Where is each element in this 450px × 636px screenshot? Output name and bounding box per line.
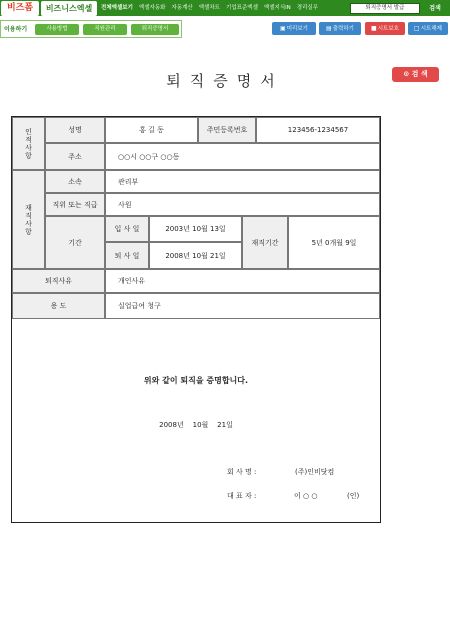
rrn-value[interactable]: 123456-1234567: [256, 117, 380, 143]
sheet-unprotect-button[interactable]: □시트해제: [408, 22, 448, 35]
purpose-label: 용 도: [12, 293, 105, 319]
leave-date-value[interactable]: 2008년 10월 21일: [149, 242, 242, 269]
certificate-document: [11, 116, 381, 523]
address-label: 주소: [45, 143, 105, 170]
how-to-use-button[interactable]: 사용방법: [35, 24, 79, 35]
company-value: (주)인비닷컴: [295, 468, 335, 476]
search-icon: ⊙: [403, 70, 412, 78]
usage-label: 이용하기: [4, 26, 28, 33]
certificate-button[interactable]: 퇴직증명서: [131, 24, 179, 35]
nav-item-auto-calc[interactable]: 자동계산: [171, 5, 193, 11]
bizform-logo[interactable]: 비즈폼: [1, 1, 39, 16]
address-value[interactable]: ○○시 ○○구 ○○동: [105, 143, 380, 170]
certificate-issue-field[interactable]: 퇴직증명서 발급: [350, 3, 420, 14]
search-button[interactable]: ⊙ 검 색: [392, 67, 439, 82]
main-nav: [98, 0, 321, 16]
nav-item-excel-knowledge[interactable]: 엑셀지식iN: [263, 5, 291, 11]
seal-mark: (인): [347, 492, 360, 500]
issue-date: 2008년 10월 21일: [159, 421, 233, 429]
name-label: 성명: [45, 117, 105, 143]
certification-statement: 위와 같이 퇴직을 증명합니다.: [143, 376, 249, 385]
nav-item-excel-automation[interactable]: 엑셀자동화: [138, 5, 166, 11]
ceo-value: 이 ○ ○: [294, 492, 318, 500]
personal-section-label: 인적사항: [12, 117, 45, 170]
print-icon: ▤: [326, 25, 332, 32]
nav-item-accounting[interactable]: 경리실무: [296, 5, 319, 11]
join-date-label: 입 사 일: [105, 216, 149, 242]
join-date-value[interactable]: 2003년 10월 13일: [149, 216, 242, 242]
reason-label: 퇴직사유: [12, 269, 105, 293]
employment-section-label: 재직사항: [12, 170, 45, 269]
company-label: 회 사 명 :: [227, 468, 257, 476]
print-button[interactable]: ▤출력하기: [319, 22, 361, 35]
nav-item-all-excel[interactable]: 전체엑셀보기: [101, 5, 133, 11]
ceo-label: 대 표 자 :: [227, 492, 257, 500]
employee-manage-button[interactable]: 직원관리: [83, 24, 127, 35]
top-search-button[interactable]: 검색: [429, 5, 441, 12]
tenure-label: 재직기간: [242, 216, 288, 269]
preview-icon: ▣: [280, 25, 286, 32]
leave-date-label: 퇴 사 일: [105, 242, 149, 269]
sheet-protect-button[interactable]: ■시트보호: [365, 22, 405, 35]
tenure-value[interactable]: 5년 0개월 9일: [288, 216, 380, 269]
department-value[interactable]: 관리부: [105, 170, 380, 193]
nav-item-excel-chart[interactable]: 엑셀차트: [198, 5, 220, 11]
unlock-icon: □: [414, 25, 420, 32]
department-label: 소속: [45, 170, 105, 193]
top-navigation-bar: [0, 0, 450, 16]
position-label: 직위 또는 직급: [45, 193, 105, 216]
position-value[interactable]: 사원: [105, 193, 380, 216]
usage-bar: [0, 20, 182, 38]
name-value[interactable]: 홍 길 동: [105, 117, 198, 143]
page-title: 퇴직증명서: [166, 72, 284, 90]
rrn-label: 주민등록번호: [198, 117, 256, 143]
business-excel-logo[interactable]: 비즈니스엑셀: [41, 1, 97, 16]
nav-item-standard-excel[interactable]: 기업표준엑셀: [226, 5, 258, 11]
purpose-value[interactable]: 실업급여 청구: [105, 293, 380, 319]
period-label: 기간: [45, 216, 105, 269]
reason-value[interactable]: 개인사유: [105, 269, 380, 293]
lock-icon: ■: [371, 25, 377, 32]
preview-button[interactable]: ▣미리보기: [272, 22, 316, 35]
